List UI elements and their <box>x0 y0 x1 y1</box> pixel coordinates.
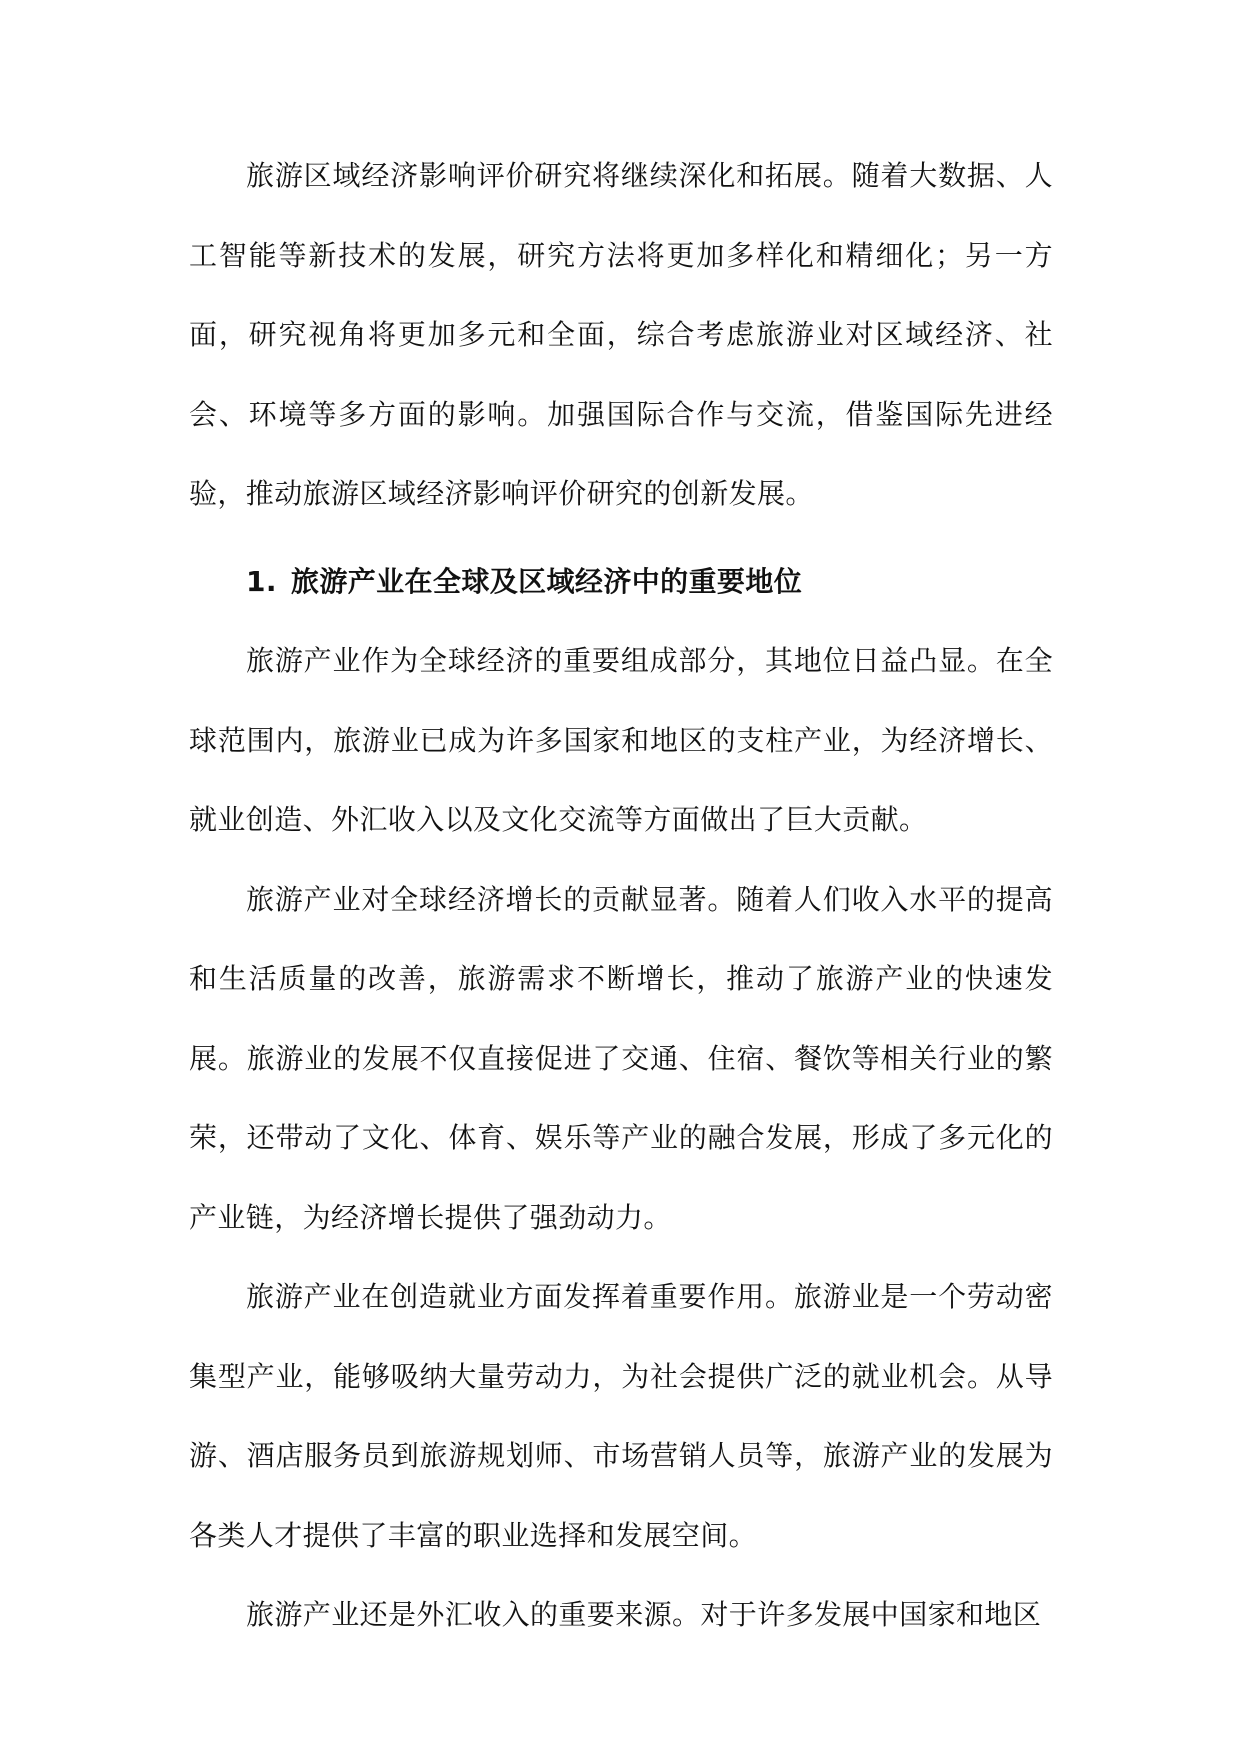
section-heading <box>189 542 1053 622</box>
paragraph-4: 旅游产业还是外汇收入的重要来源。对于许多发展中国家和地区 <box>246 1598 1042 1631</box>
paragraph-intro: 旅游区域经济影响评价研究将继续深化和拓展。随着大数据、人工智能等新技术的发展，研究方法将更加多样化和精细化；另一方面，研究视角将更加多元和全面，综合考虑旅游业对区域经济、社会、环境等多方面的影响。加强国际合作与交流，借鉴国际先进经验，推动旅游区域经济影响评价研究的创新发展。 <box>189 159 1053 510</box>
section-title: 旅游产业在全球及区域经济中的重要地位 <box>290 564 803 598</box>
section-number: 1. <box>246 564 277 598</box>
paragraph-2: 旅游产业对全球经济增长的贡献显著。随着人们收入水平的提高和生活质量的改善，旅游需求不断增长，推动了旅游产业的快速发展。旅游业的发展不仅直接促进了交通、住宿、餐饮等相关行业的繁荣，还带动了文化、体育、娱乐等产业的融合发展，形成了多元化的产业链，为经济增长提供了强劲动力。 <box>189 882 1053 1234</box>
paragraph-3: 旅游产业在创造就业方面发挥着重要作用。旅游业是一个劳动密集型产业，能够吸纳大量劳动力，为社会提供广泛的就业机会。从导游、酒店服务员到旅游规划师、市场营销人员等，旅游产业的发展为各类人才提供了丰富的职业选择和发展空间。 <box>189 1280 1053 1552</box>
paragraph-1: 旅游产业作为全球经济的重要组成部分，其地位日益凸显。在全球范围内，旅游业已成为许多国家和地区的支柱产业，为经济增长、就业创造、外汇收入以及文化交流等方面做出了巨大贡献。 <box>189 644 1053 836</box>
document-body <box>189 136 1053 1655</box>
